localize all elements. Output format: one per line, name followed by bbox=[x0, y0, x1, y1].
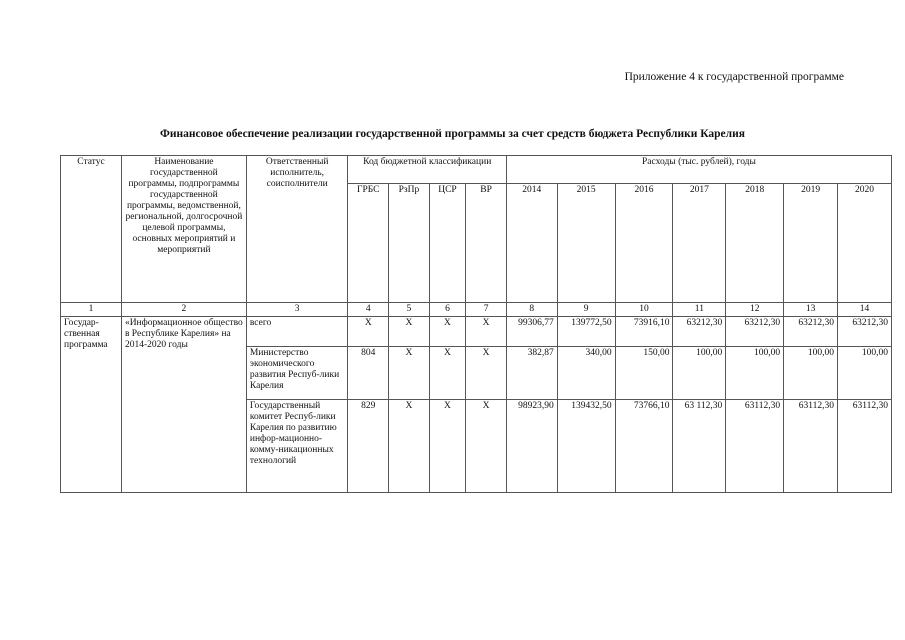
grbs-cell: 804 bbox=[348, 347, 389, 400]
value-2018-cell: 63212,30 bbox=[726, 317, 784, 347]
header-rzpr: РзПр bbox=[389, 184, 430, 303]
value-2015-cell: 139772,50 bbox=[557, 317, 615, 347]
vr-cell: Х bbox=[466, 400, 507, 493]
rzpr-cell: Х bbox=[389, 347, 430, 400]
program-status: Государ-ственная программа bbox=[61, 317, 122, 493]
value-2017-cell: 63212,30 bbox=[673, 317, 726, 347]
table-row-total bbox=[61, 317, 892, 347]
financing-table bbox=[60, 155, 892, 493]
header-year-2020: 2020 bbox=[838, 184, 892, 303]
header-executor: Ответственный исполнитель, соисполнители bbox=[246, 156, 348, 303]
value-2016-cell: 73766,10 bbox=[615, 400, 673, 493]
value-2020-cell: 63112,30 bbox=[838, 400, 892, 493]
document-title: Финансовое обеспечение реализации государственной программы за счет средств бюджета Республики Карелия bbox=[160, 128, 745, 140]
executor-cell: всего bbox=[246, 317, 348, 347]
value-2020-cell: 100,00 bbox=[838, 347, 892, 400]
header-year-2017: 2017 bbox=[673, 184, 726, 303]
value-2014-cell: 382,87 bbox=[506, 347, 557, 400]
header-year-2016: 2016 bbox=[615, 184, 673, 303]
executor-cell: Министерство экономического развития Респуб-лики Карелия bbox=[246, 347, 348, 400]
value-2020-cell: 63212,30 bbox=[838, 317, 892, 347]
column-number: 10 bbox=[615, 303, 673, 317]
header-year-2018: 2018 bbox=[726, 184, 784, 303]
appendix-caption: Приложение 4 к государственной программе bbox=[624, 71, 844, 83]
vr-cell: Х bbox=[466, 347, 507, 400]
header-row bbox=[61, 156, 892, 184]
csr-cell: Х bbox=[429, 400, 466, 493]
column-number: 7 bbox=[466, 303, 507, 317]
header-program-name: Наименование государственной программы, подпрограммы государственной программы, ведомственной, региональной, долгосрочной целевой программы, основных мероприятий и мероприятий bbox=[121, 156, 246, 303]
grbs-cell: 829 bbox=[348, 400, 389, 493]
value-2014-cell: 99306,77 bbox=[506, 317, 557, 347]
value-2019-cell: 63112,30 bbox=[784, 400, 838, 493]
value-2016-cell: 150,00 bbox=[615, 347, 673, 400]
csr-cell: Х bbox=[429, 347, 466, 400]
column-number: 1 bbox=[61, 303, 122, 317]
rzpr-cell: Х bbox=[389, 400, 430, 493]
value-2017-cell: 63 112,30 bbox=[673, 400, 726, 493]
value-2014-cell: 98923,90 bbox=[506, 400, 557, 493]
header-vr: ВР bbox=[466, 184, 507, 303]
rzpr-cell: Х bbox=[389, 317, 430, 347]
program-name: «Информационное общество в Республике Карелия» на 2014-2020 годы bbox=[121, 317, 246, 493]
column-number: 14 bbox=[838, 303, 892, 317]
column-number: 4 bbox=[348, 303, 389, 317]
header-status: Статус bbox=[61, 156, 122, 303]
header-budget-code: Код бюджетной классификации bbox=[348, 156, 506, 184]
header-year-2015: 2015 bbox=[557, 184, 615, 303]
column-number: 11 bbox=[673, 303, 726, 317]
value-2016-cell: 73916,10 bbox=[615, 317, 673, 347]
header-csr: ЦСР bbox=[429, 184, 466, 303]
column-number: 5 bbox=[389, 303, 430, 317]
grbs-cell: Х bbox=[348, 317, 389, 347]
value-2019-cell: 63212,30 bbox=[784, 317, 838, 347]
vr-cell: Х bbox=[466, 317, 507, 347]
column-number: 6 bbox=[429, 303, 466, 317]
column-number: 2 bbox=[121, 303, 246, 317]
column-number: 13 bbox=[784, 303, 838, 317]
column-number: 3 bbox=[246, 303, 348, 317]
value-2017-cell: 100,00 bbox=[673, 347, 726, 400]
executor-cell: Государственный комитет Респуб-лики Карелия по развитию инфор-мационно-комму-никационных технологий bbox=[246, 400, 348, 493]
header-year-2019: 2019 bbox=[784, 184, 838, 303]
value-2015-cell: 139432,50 bbox=[557, 400, 615, 493]
value-2018-cell: 63112,30 bbox=[726, 400, 784, 493]
value-2018-cell: 100,00 bbox=[726, 347, 784, 400]
csr-cell: Х bbox=[429, 317, 466, 347]
column-number: 8 bbox=[506, 303, 557, 317]
column-number: 9 bbox=[557, 303, 615, 317]
header-expenses: Расходы (тыс. рублей), годы bbox=[506, 156, 891, 184]
value-2015-cell: 340,00 bbox=[557, 347, 615, 400]
header-year-2014: 2014 bbox=[506, 184, 557, 303]
header-grbs: ГРБС bbox=[348, 184, 389, 303]
column-number-row bbox=[61, 303, 892, 317]
column-number: 12 bbox=[726, 303, 784, 317]
value-2019-cell: 100,00 bbox=[784, 347, 838, 400]
